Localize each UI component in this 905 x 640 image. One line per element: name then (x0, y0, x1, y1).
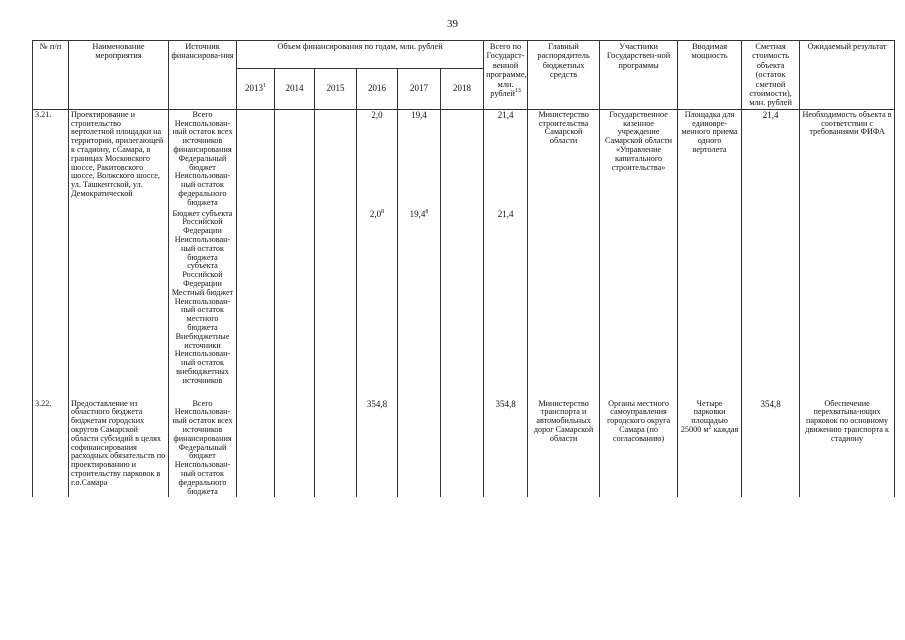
cell-2014 (275, 109, 315, 208)
header-year-2017: 2017 (398, 68, 441, 109)
cell-2014 (275, 209, 315, 387)
cell-total: 21,4 (484, 209, 528, 387)
header-total: Всего по Государст-венной программе, млн. рублей$^{13}$ (484, 41, 528, 110)
cell-total: 21,4 (484, 109, 528, 208)
row-number: 3.21. (33, 109, 69, 208)
cell-2014 (275, 399, 315, 498)
header-year-2013: 2013$^1$ (237, 68, 275, 109)
header-capacity: Вводимая мощность (678, 41, 742, 110)
cell-2015 (315, 109, 357, 208)
row-name: Проектирование и строительство вертолетной площадки на территории, прилегающей к стадиону, г.Самара, в границах Московского шоссе, Ракитовского шоссе, Волжского шоссе, ул. Ташкентской, ул. Демократической (69, 109, 169, 386)
header-participants: Участники Государствен-ной программы (600, 41, 678, 110)
header-cost: Сметная стоимость объекта (остаток сметной стоимости), млн. рублей (742, 41, 800, 110)
row-sources: Всего Неиспользован-ный остаток всех источников финансирования Федеральный бюджет Неиспользован-ный остаток федерального бюджета (169, 399, 237, 498)
row-result: Обеспечение перехватыва-ющих парковок по основному движению транспорта к стадиону (800, 399, 895, 498)
row-sources: Бюджет субъекта Российской Федерации Неиспользован-ный остаток бюджета субъекта Российской Федерации Местный бюджет Неиспользован-ный остаток местного бюджета Внебюджетные источники Неиспользован-ный остаток внебюджетных источников (169, 209, 237, 387)
header-year-2014: 2014 (275, 68, 315, 109)
row-number-empty (33, 209, 69, 387)
cell-2013 (237, 109, 275, 208)
row-result: Необходимость объекта в соответствии с требованиями ФИФА (800, 109, 895, 386)
header-num: № п/п (33, 41, 69, 110)
row-manager: Министерство строительства Самарской области (528, 109, 600, 386)
funding-table (32, 40, 895, 497)
header-funding-group: Объем финансирования по годам, млн. рублей (237, 41, 484, 69)
row-sources: Всего Неиспользован-ный остаток всех источников финансирования Федеральный бюджет Неиспользован-ный остаток федерального бюджета (169, 109, 237, 208)
header-year-2015: 2015 (315, 68, 357, 109)
row-participants: Государственное казенное учреждение Самарской области «Управление капитального строительства» (600, 109, 678, 386)
row-number: 3.22. (33, 399, 69, 498)
header-manager: Главный распорядитель бюджетных средств (528, 41, 600, 110)
cell-2013 (237, 209, 275, 387)
cell-2013 (237, 399, 275, 498)
row-capacity: Четыре парковки площадью 25000 $м^2$ каждая (678, 399, 742, 498)
row-gap (33, 387, 895, 399)
header-year-2018: 2018 (441, 68, 484, 109)
header-source: Источник финансирова-ния (169, 41, 237, 110)
row-cost: 354,8 (742, 399, 800, 498)
cell-2017 (398, 399, 441, 498)
row-name: Предоставление из областного бюджета бюджетам городских округов Самарской области субсидий в целях софинансирования расходных обязательств по проектированию и строительству парковок в г.о.Самара (69, 399, 169, 498)
cell-2015 (315, 209, 357, 387)
cell-2018 (441, 109, 484, 208)
cell-2018 (441, 399, 484, 498)
table-row (33, 399, 895, 498)
row-participants: Органы местного самоуправления городского округа Самара (по согласованию) (600, 399, 678, 498)
row-manager: Министерство транспорта и автомобильных дорог Самарской области (528, 399, 600, 498)
header-row (33, 41, 895, 69)
table-row (33, 109, 895, 208)
header-result: Ожидаемый результат (800, 41, 895, 110)
cell-2018 (441, 209, 484, 387)
cell-2016: 2,0 (357, 109, 398, 208)
row-capacity: Площадка для единовре-менного приема одного вертолета (678, 109, 742, 386)
cell-2016: 354,8 (357, 399, 398, 498)
cell-2017: 19,4 (398, 109, 441, 208)
page-number: 39 (447, 18, 458, 30)
cell-total: 354,8 (484, 399, 528, 498)
header-year-2016: 2016 (357, 68, 398, 109)
cell-2015 (315, 399, 357, 498)
row-cost: 21,4 (742, 109, 800, 386)
header-name: Наименование мероприятия (69, 41, 169, 110)
cell-2016: $2,0^8$ (357, 209, 398, 387)
cell-2017: 19,4$^8$ (398, 209, 441, 387)
